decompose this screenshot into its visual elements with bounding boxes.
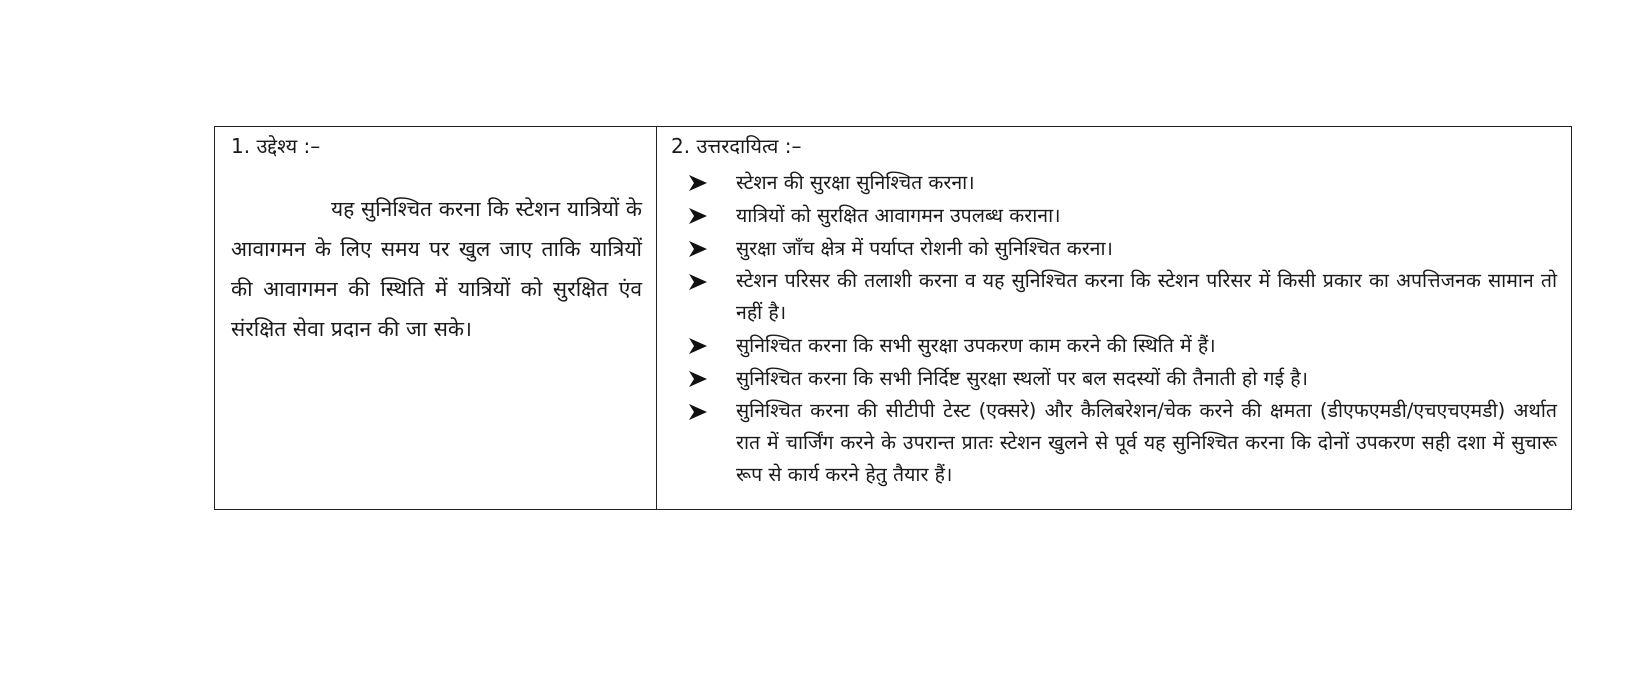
objective-responsibility-table	[214, 126, 1572, 510]
responsibility-heading: 2. उत्तरदायित्व :–	[671, 134, 802, 158]
list-item	[671, 232, 1557, 265]
arrowhead-bullet-icon	[671, 232, 736, 265]
list-item	[671, 395, 1557, 491]
arrowhead-bullet-icon	[671, 199, 736, 232]
list-item-text: सुरक्षा जाँच क्षेत्र में पर्याप्त रोशनी को सुनिश्चित करना।	[736, 237, 1113, 260]
list-item-text: स्टेशन परिसर की तलाशी करना व यह सुनिश्चित करना कि स्टेशन परिसर में किसी प्रकार का अपत्तिजनक सामान तो नहीं है।	[736, 269, 1557, 324]
arrowhead-bullet-icon	[671, 329, 736, 362]
list-item	[671, 166, 1557, 199]
responsibility-cell	[657, 127, 1571, 509]
objective-text: यह सुनिश्चित करना कि स्टेशन यात्रियों के आवागमन के लिए समय पर खुल जाए ताकि यात्रियों की आवागमन की स्थिति में यात्रियों को सुरक्षित एंव संरक्षित सेवा प्रदान की जा सके।	[231, 197, 642, 341]
list-item	[671, 199, 1557, 232]
objective-heading: 1. उद्देश्य :–	[231, 134, 321, 158]
list-item	[671, 362, 1557, 395]
arrowhead-bullet-icon	[671, 395, 736, 428]
list-item-text: यात्रियों को सुरक्षित आवागमन उपलब्ध कराना।	[736, 204, 1061, 227]
list-item-text: सुनिश्चित करना की सीटीपी टेस्ट (एक्सरे) और कैलिबरेशन/चेक करने की क्षमता (डीएफएमडी/एचएचएमडी) अर्थात रात में चार्जिंग करने के उपरान्त प्रातः स्टेशन खुलने से पूर्व यह सुनिश्चित करना कि दोनों उपकरण सही दशा में सुचारू रूप से कार्य करने हेतु तैयार हैं।	[736, 399, 1557, 486]
list-item	[671, 265, 1557, 329]
list-item-text: सुनिश्चित करना कि सभी सुरक्षा उपकरण काम करने की स्थिति में हैं।	[736, 334, 1216, 357]
responsibility-list	[671, 166, 1557, 491]
arrowhead-bullet-icon	[671, 166, 736, 199]
objective-cell	[215, 127, 657, 509]
list-item-text: सुनिश्चित करना कि सभी निर्दिष्ट सुरक्षा स्थलों पर बल सदस्यों की तैनाती हो गई है।	[736, 367, 1309, 390]
list-item	[671, 329, 1557, 362]
arrowhead-bullet-icon	[671, 265, 736, 298]
arrowhead-bullet-icon	[671, 362, 736, 395]
list-item-text: स्टेशन की सुरक्षा सुनिश्चित करना।	[736, 171, 975, 194]
